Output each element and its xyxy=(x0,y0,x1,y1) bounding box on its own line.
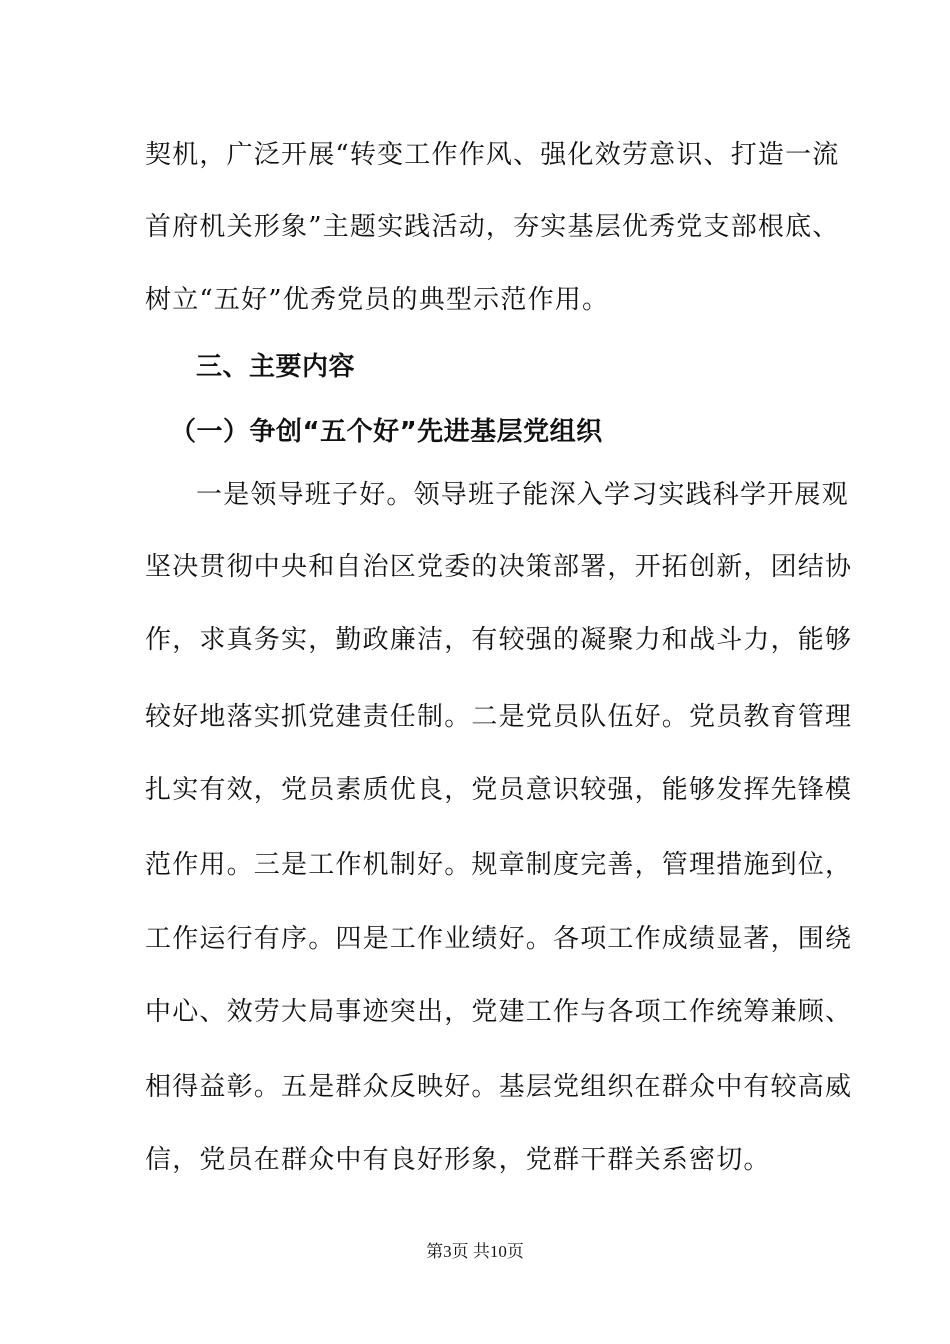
paragraph-line: 中心、效劳大局事迹突出，党建工作与各项工作统筹兼顾、 xyxy=(145,997,853,1027)
paragraph-line: 契机，广泛开展“转变工作作风、强化效劳意识、打造一流 xyxy=(145,140,840,170)
paragraph-line: 工作运行有序。四是工作业绩好。各项工作成绩显著，围绕 xyxy=(145,924,853,954)
paragraph-line: 范作用。三是工作机制好。规章制度完善，管理措施到位， xyxy=(145,850,853,880)
page-number-footer: 第3页 共10页 xyxy=(426,1242,524,1261)
section-heading: 三、主要内容 xyxy=(196,352,356,382)
paragraph-line: 相得益彰。五是群众反映好。基层党组织在群众中有较高威 xyxy=(145,1072,853,1102)
subsection-heading: （一）争创“五个好”先进基层党组织 xyxy=(170,417,603,447)
paragraph-line: 树立“五好”优秀党员的典型示范作用。 xyxy=(145,285,610,315)
paragraph-line: 较好地落实抓党建责任制。二是党员队伍好。党员教育管理 xyxy=(145,702,853,732)
paragraph-line: 首府机关形象”主题实践活动，夯实基层优秀党支部根底、 xyxy=(145,212,840,242)
paragraph-line: 信，党员在群众中有良好形象，党群干群关系密切。 xyxy=(145,1145,771,1175)
paragraph-line: 扎实有效，党员素质优良，党员意识较强，能够发挥先锋模 xyxy=(145,775,853,805)
paragraph-line: 作，求真务实，勤政廉洁，有较强的凝聚力和战斗力，能够 xyxy=(145,625,853,655)
paragraph-line: 一是领导班子好。领导班子能深入学习实践科学开展观 xyxy=(196,480,849,510)
paragraph-line: 坚决贯彻中央和自治区党委的决策部署，开拓创新，团结协 xyxy=(145,552,853,582)
